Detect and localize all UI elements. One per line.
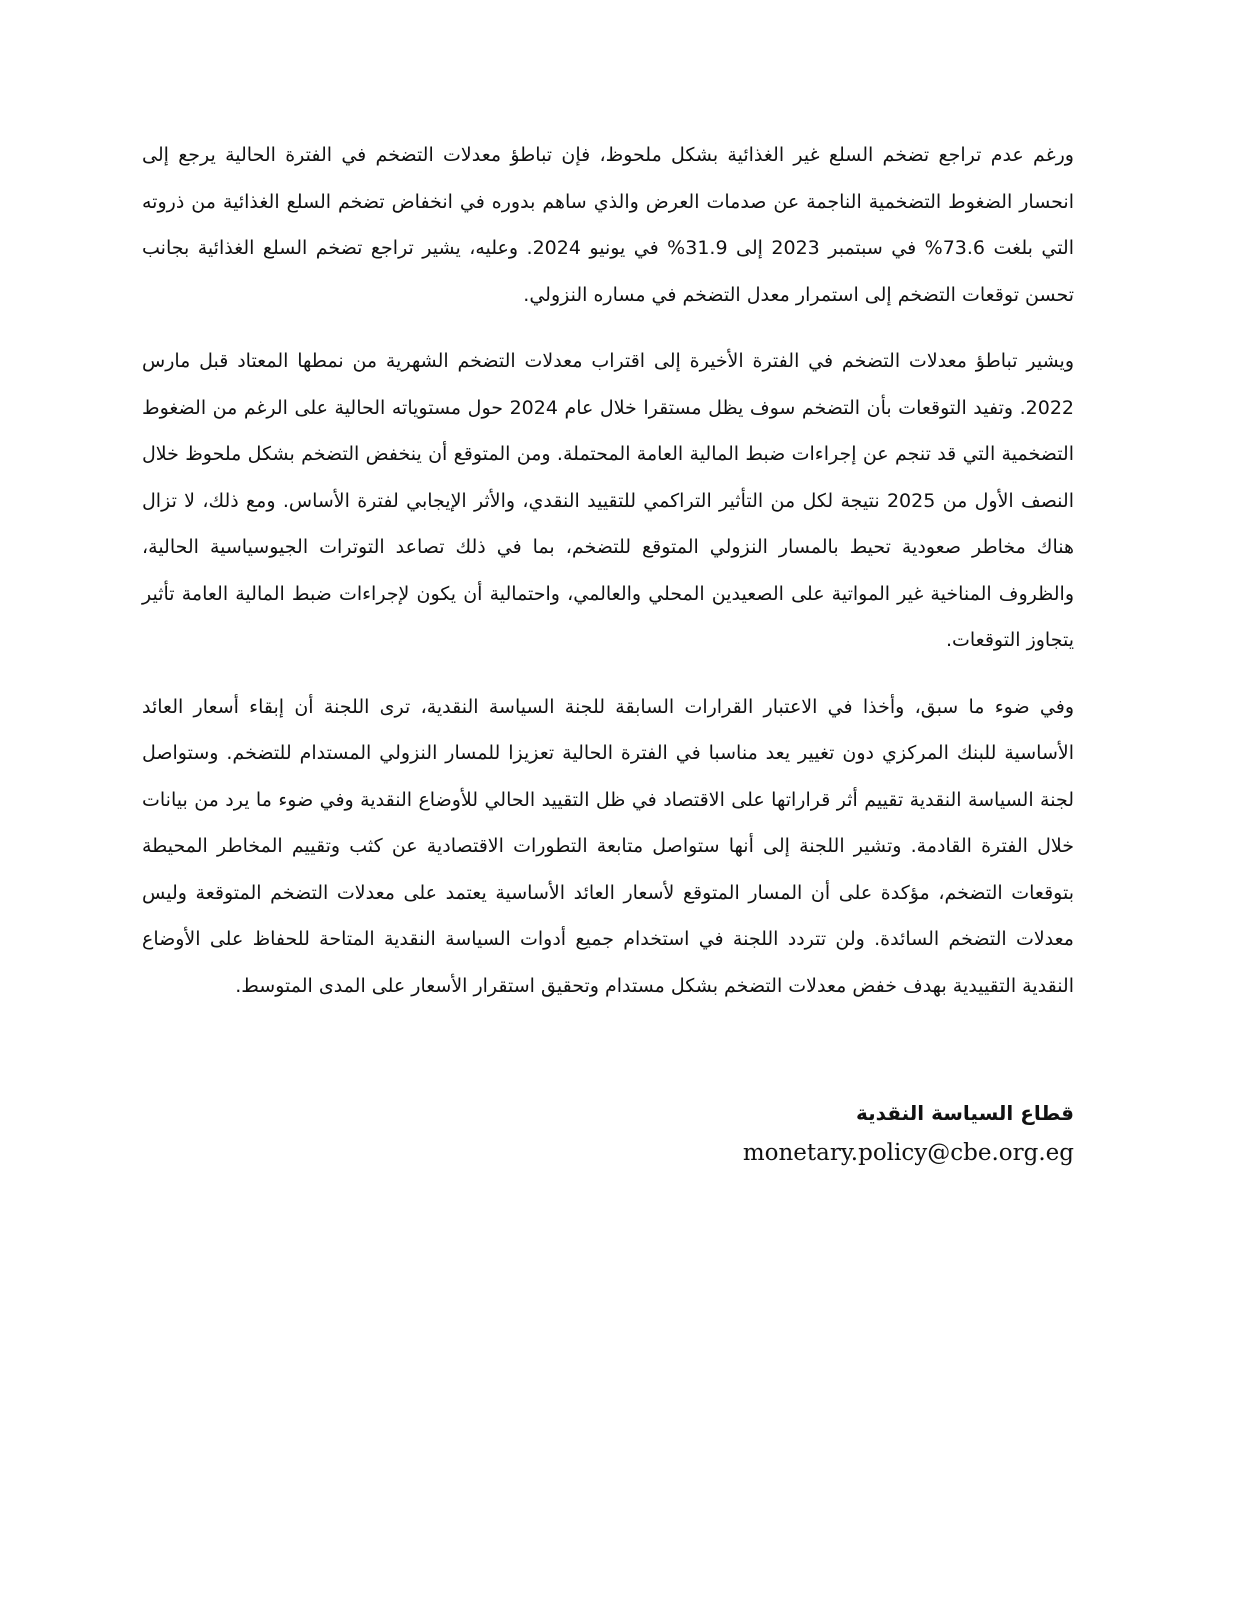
contact-email[interactable]: monetary.policy@cbe.org.eg — [742, 1140, 1074, 1166]
paragraph-inflation-outlook: ويشير تباطؤ معدلات التضخم في الفترة الأخيرة إلى اقتراب معدلات التضخم الشهرية من نمطها المعتاد قبل مارس 2022. وتفيد التوقعات بأن التضخم سوف يظل مستقرا خلال عام 2024 حول مستوياته الحالية على الرغم من الضغوط التضخمية التي قد تنجم عن إجراءات ضبط المالية العامة المحتملة. ومن المتوقع أن ينخفض التضخم بشكل ملحوظ خلال النصف الأول من 2025 نتيجة لكل من التأثير التراكمي للتقييد النقدي، والأثر الإيجابي لفترة الأساس. ومع ذلك، لا تزال هناك مخاطر صعودية تحيط بالمسار النزولي المتوقع للتضخم، بما في ذلك تصاعد التوترات الجيوسياسية الحالية، والظروف المناخية غير المواتية على الصعيدين المحلي والعالمي، واحتمالية أن يكون لإجراءات ضبط المالية العامة تأثير يتجاوز التوقعات. — [142, 350, 1074, 651]
document-body — [142, 132, 1074, 1173]
signature-department: قطاع السياسة النقدية — [856, 1101, 1074, 1125]
spacer — [142, 1029, 1074, 1093]
paragraph-committee-decision: وفي ضوء ما سبق، وأخذا في الاعتبار القرارات السابقة للجنة السياسة النقدية، ترى اللجنة أن إبقاء أسعار العائد الأساسية للبنك المركزي دون تغيير يعد مناسبا في الفترة الحالية تعزيزا للمسار النزولي المستدام للتضخم. وستواصل لجنة السياسة النقدية تقييم أثر قراراتها على الاقتصاد في ظل التقييد الحالي للأوضاع النقدية وفي ضوء ما يرد من بيانات خلال الفترة القادمة. وتشير اللجنة إلى أنها ستواصل متابعة التطورات الاقتصادية عن كثب وتقييم المخاطر المحيطة بتوقعات التضخم، مؤكدة على أن المسار المتوقع لأسعار العائد الأساسية يعتمد على معدلات التضخم المتوقعة وليس معدلات التضخم السائدة. ولن تتردد اللجنة في استخدام جميع أدوات السياسة النقدية المتاحة للحفاظ على الأوضاع النقدية التقييدية بهدف خفض معدلات التضخم بشكل مستدام وتحقيق استقرار الأسعار على المدى المتوسط. — [142, 695, 1074, 997]
paragraph-food-inflation: ورغم عدم تراجع تضخم السلع غير الغذائية بشكل ملحوظ، فإن تباطؤ معدلات التضخم في الفترة الحالية يرجع إلى انحسار الضغوط التضخمية الناجمة عن صدمات العرض والذي ساهم بدوره في انخفاض تضخم السلع الغذائية من ذروته التي بلغت 73.6% في سبتمبر 2023 إلى 31.9% في يونيو 2024. وعليه، يشير تراجع تضخم السلع الغذائية بجانب تحسن توقعات التضخم إلى استمرار معدل التضخم في مساره النزولي. — [142, 144, 1074, 306]
